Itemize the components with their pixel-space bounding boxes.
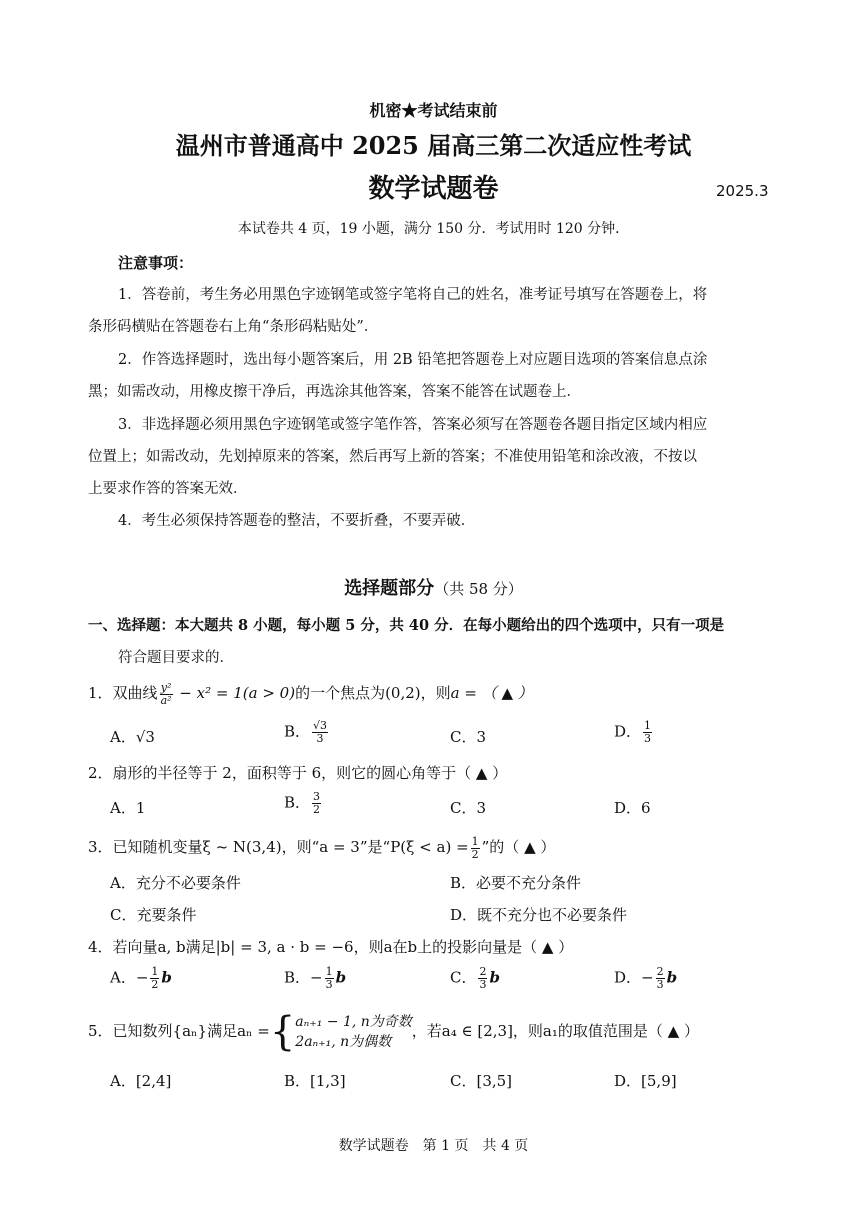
q3-option-d: D．既不充分也不必要条件 <box>450 906 628 924</box>
q5-text-b: ，若a₄ ∈ [2,3]，则a₁的取值范围是（ ▲ ） <box>411 1022 699 1040</box>
q5-option-b: B．[1,3] <box>284 1072 346 1090</box>
question-1 <box>88 678 533 708</box>
q4-option-b <box>284 966 346 991</box>
q4-option-b-frac <box>325 966 334 991</box>
q2-option-b-num: 3 <box>313 790 321 803</box>
q3-text-a: 3．已知随机变量ξ ~ N(3,4)，则“a = 3”是“P(ξ < a) = <box>88 838 469 856</box>
q3-frac-den: 2 <box>471 847 479 861</box>
note-3-line-2: 位置上；如需改动，先划掉原来的答案，然后再写上新的答案；不准使用铅笔和涂改液，不按以 <box>88 449 697 465</box>
q2-option-b-frac <box>312 791 321 816</box>
note-3-line-1: 3．非选择题必须用黑色字迹钢笔或签字笔作答，答案必须写在答题卷各题目指定区域内相应 <box>118 417 708 433</box>
q2-option-a: A．1 <box>110 799 146 817</box>
section-title: 选择题部分 <box>344 578 435 599</box>
q4-option-b-label: B．− <box>284 968 323 987</box>
q1-option-a: A．√3 <box>110 728 155 746</box>
q4-option-c-den: 3 <box>479 978 487 991</box>
q4-option-a-den: 2 <box>151 978 159 991</box>
q4-option-c-num: 2 <box>479 965 487 978</box>
q3-frac-num: 1 <box>471 834 479 848</box>
q1-equation: − x² = 1(a > 0) <box>174 684 296 702</box>
q4-option-d-var: b <box>666 968 678 987</box>
note-4-line-1: 4．考生必须保持答题卷的整洁，不要折叠，不要弄破． <box>118 513 476 529</box>
q5-case-odd: aₙ₊₁ − 1, n为奇数 <box>295 1014 412 1030</box>
q1-option-d-label: D． <box>614 722 642 741</box>
q4-option-a-frac <box>150 966 159 991</box>
q4-option-c <box>450 966 500 991</box>
q4-option-b-num: 1 <box>325 965 333 978</box>
q2-option-d: D．6 <box>614 799 651 817</box>
q3-option-c: C．充要条件 <box>110 906 197 924</box>
q2-option-b <box>284 791 323 816</box>
question-2: 2．扇形的半径等于 2，面积等于 6，则它的圆心角等于（ ▲ ） <box>88 764 508 782</box>
q1-option-b-frac <box>312 720 328 745</box>
q5-option-a: A．[2,4] <box>110 1072 172 1090</box>
q1-option-c: C．3 <box>450 728 487 746</box>
q4-option-d-num: 2 <box>656 965 664 978</box>
q4-option-c-frac <box>478 966 487 991</box>
note-2-line-1: 2．作答选择题时，选出每小题答案后，用 2B 铅笔把答题卷上对应题目选项的答案信息点涂 <box>118 352 708 368</box>
q5-case-even: 2aₙ₊₁, n为偶数 <box>295 1034 392 1050</box>
q5-option-c: C．[3,5] <box>450 1072 513 1090</box>
q1-number: 1． <box>88 684 113 702</box>
q1-text-c: 的一个焦点为(0,2)，则 <box>295 684 451 702</box>
note-1-line-1: 1．答卷前，考生务必用黑色字迹钢笔或签字笔将自己的姓名，准考证号填写在答题卷上，将 <box>118 287 708 303</box>
q4-option-c-label: C． <box>450 968 477 987</box>
q3-option-a: A．充分不必要条件 <box>110 874 241 892</box>
note-1-line-2: 条形码横贴在答题卷右上角“条形码粘贴处”． <box>88 319 379 335</box>
q1-text-a: 双曲线 <box>112 684 158 702</box>
q4-option-d-den: 3 <box>656 978 664 991</box>
q3-text-b: ”的（ ▲ ） <box>481 838 556 856</box>
q4-option-d <box>614 966 677 991</box>
question-4: 4．若向量a, b满足|b| = 3, a · b = −6，则a在b上的投影向量是（ ▲ ） <box>88 938 574 956</box>
q1-frac-den: a² <box>160 693 172 707</box>
q1-option-b-label: B． <box>284 722 311 741</box>
notes-heading: 注意事项： <box>118 254 194 272</box>
question-3 <box>88 832 555 862</box>
q1-frac-num: y² <box>160 680 172 694</box>
note-3-line-3: 上要求作答的答案无效． <box>88 481 248 497</box>
paper-title: 数学试题卷 <box>368 174 499 204</box>
q4-option-b-den: 3 <box>325 978 333 991</box>
q1-option-b <box>284 720 330 745</box>
exam-summary: 本试卷共 4 页，19 小题，满分 150 分．考试用时 120 分钟． <box>237 221 630 237</box>
q1-fraction <box>160 682 173 707</box>
q4-option-c-var: b <box>489 968 500 987</box>
q5-text-a: 5．已知数列{aₙ}满足aₙ = <box>88 1022 270 1040</box>
part-instructions-line-2: 符合题目要求的． <box>118 650 234 666</box>
q1-option-b-den: 3 <box>316 732 324 745</box>
q2-option-b-label: B． <box>284 793 311 812</box>
section-score: （共 58 分） <box>434 580 523 598</box>
q5-option-d: D．[5,9] <box>614 1072 677 1090</box>
q1-option-d-frac <box>643 720 652 745</box>
q4-option-a-var: b <box>161 968 172 987</box>
secret-label: 机密★考试结束前 <box>369 101 498 120</box>
q2-option-b-den: 2 <box>313 803 321 816</box>
part-instructions-line-1: 一、选择题：本大题共 8 小题，每小题 5 分，共 40 分．在每小题给出的四个选项中，只有一项是 <box>88 617 725 634</box>
question-5 <box>88 1006 699 1056</box>
q4-option-d-frac <box>656 966 665 991</box>
exam-title: 温州市普通高中 2025 届高三第二次适应性考试 <box>175 131 692 160</box>
q4-option-a-label: A．− <box>110 968 149 987</box>
q1-text-d: a = （ ▲ ） <box>450 684 533 702</box>
q3-option-b: B．必要不充分条件 <box>450 874 582 892</box>
q1-option-d <box>614 720 654 745</box>
q5-cases <box>295 1012 411 1052</box>
q4-option-a-num: 1 <box>151 965 159 978</box>
q1-option-b-num: √3 <box>313 719 328 732</box>
q4-option-b-var: b <box>335 968 347 987</box>
q4-option-d-label: D．− <box>614 968 654 987</box>
q3-fraction <box>471 836 480 861</box>
q4-option-a <box>110 966 172 991</box>
q2-option-c: C．3 <box>450 799 487 817</box>
exam-date: 2025.3 <box>716 182 769 200</box>
note-2-line-2: 黑；如需改动，用橡皮擦干净后，再选涂其他答案，答案不能答在试题卷上． <box>88 384 581 400</box>
q1-option-d-den: 3 <box>644 732 652 745</box>
q5-left-brace: { <box>269 1009 296 1055</box>
q1-option-d-num: 1 <box>644 719 652 732</box>
page-footer: 数学试题卷 第 1 页 共 4 页 <box>338 1138 529 1154</box>
section-heading <box>0 574 867 600</box>
